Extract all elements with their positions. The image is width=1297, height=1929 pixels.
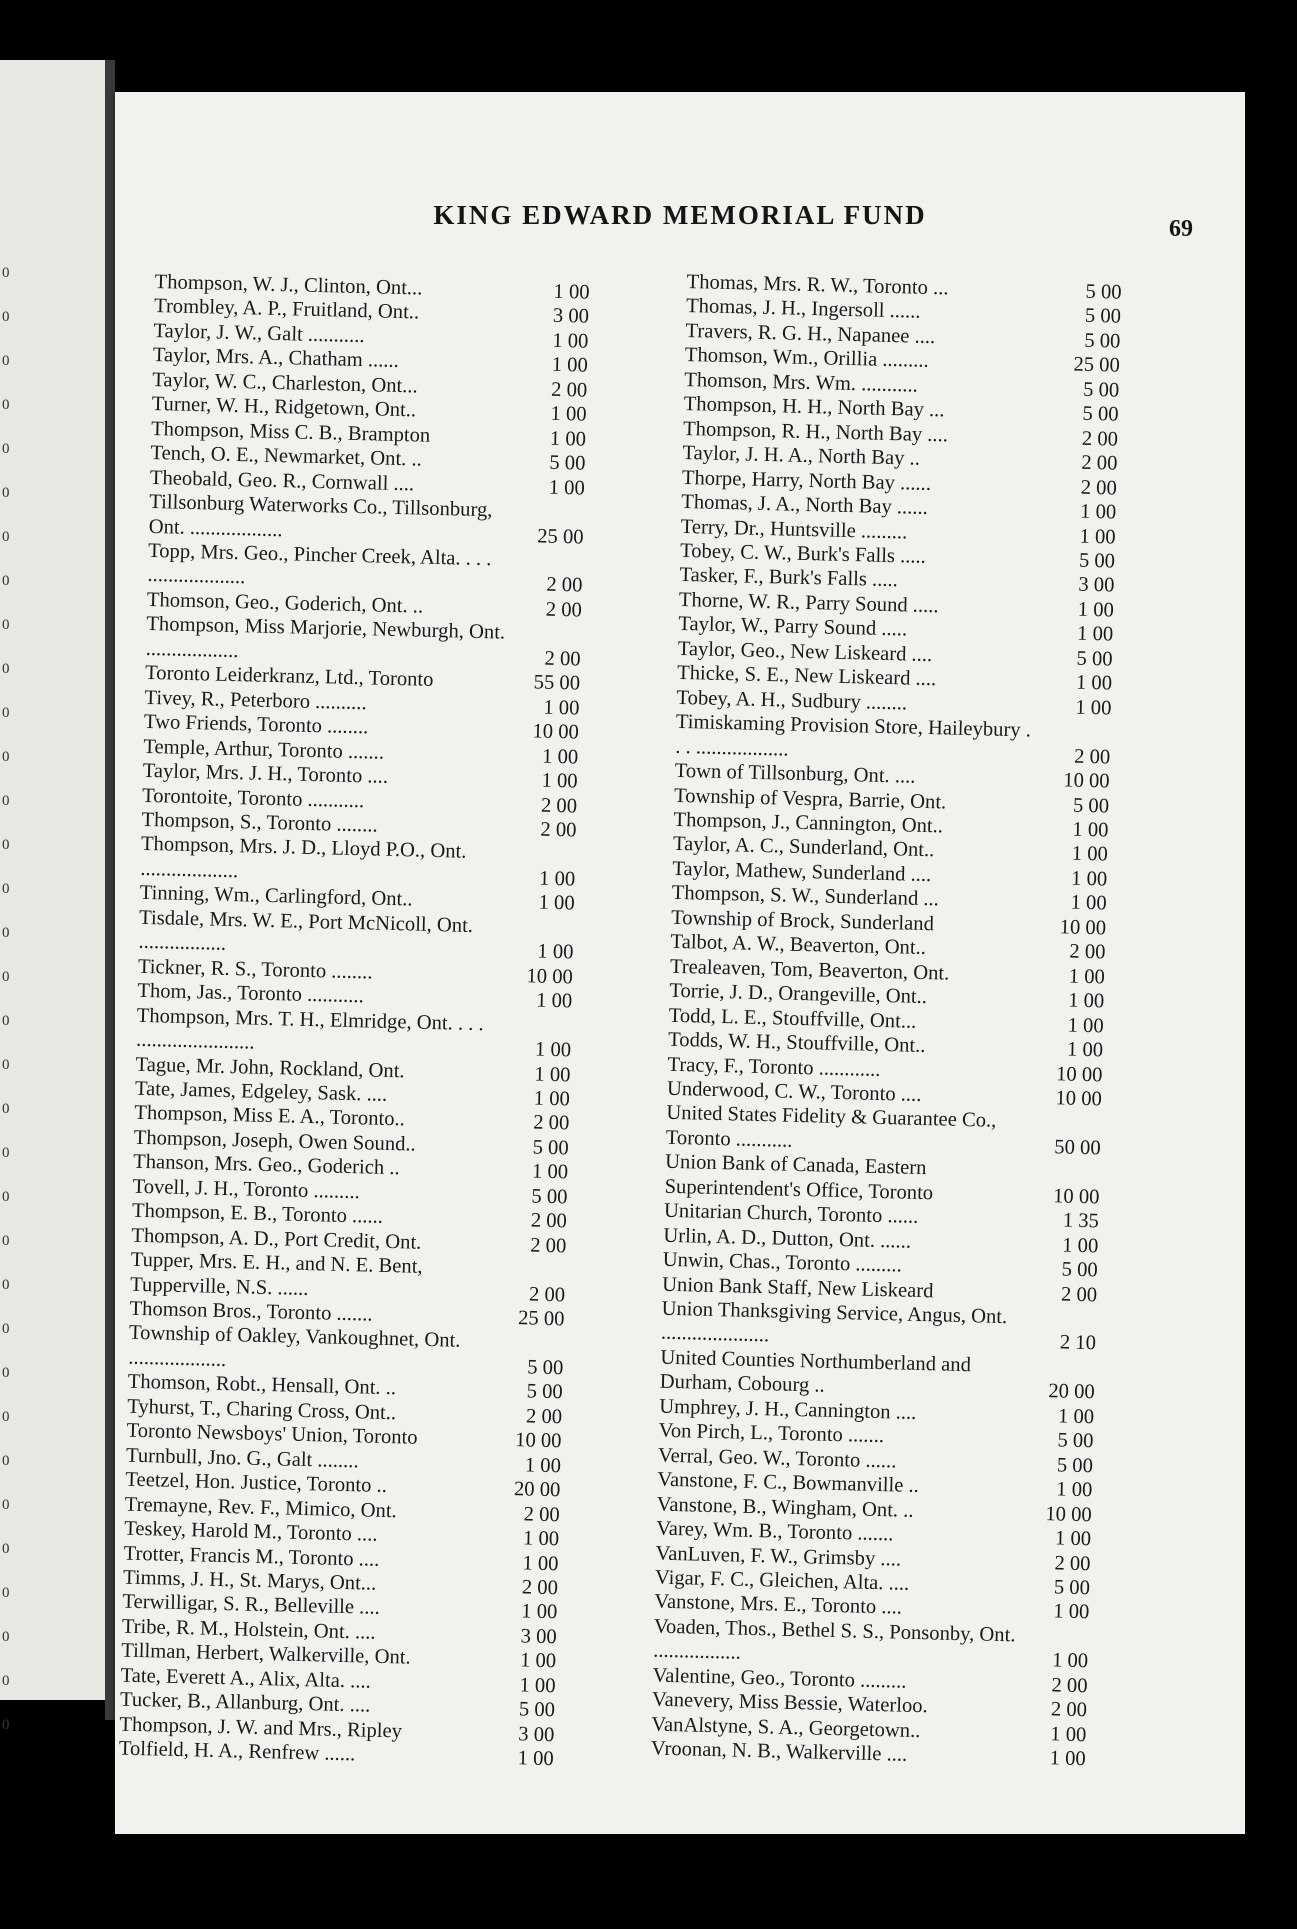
contributor-name: Trealeaven, Tom, Beaverton, Ont. [669,955,950,985]
running-head: KING EDWARD MEMORIAL FUND [433,200,927,230]
contribution-amount: 2 00 [523,1503,560,1526]
margin-digit: 0 [2,1585,10,1601]
contribution-amount: 2 00 [540,818,577,842]
contribution-amount: 1 00 [1068,965,1106,989]
contribution-amount: 1 00 [1057,1405,1095,1429]
contribution-amount: 2 00 [529,1234,567,1258]
contributor-name: Terry, Dr., Huntsville ......... [680,515,908,543]
contribution-amount: 1 00 [552,329,589,353]
contributor-name: Township of Vespra, Barrie, Ont. [673,784,947,814]
contributor-name: Tague, Mr. John, Rockland, Ont. [135,1053,405,1082]
contribution-amount: 25 00 [537,524,584,549]
contributor-name: Taylor, Mrs. A., Chatham ...... [152,344,400,373]
contribution-amount: 1 00 [1055,1478,1093,1502]
contribution-amount: 10 00 [1055,1087,1103,1111]
contributor-name: Thompson, Joseph, Owen Sound.. [133,1126,417,1156]
margin-digit: 0 [2,661,10,677]
contribution-amount: 1 00 [1061,1234,1099,1258]
contribution-amount: 2 00 [544,647,581,671]
contribution-amount: 2 00 [1050,1698,1088,1722]
left-column [119,270,590,1772]
contribution-amount: 1 00 [522,1527,560,1551]
contributor-name: Trotter, Francis M., Toronto .... [123,1542,380,1571]
contribution-amount: 1 00 [524,1454,562,1478]
contribution-amount: 2 00 [1081,427,1119,451]
contribution-amount: 1 00 [1071,843,1109,866]
contributor-name: Unwin, Chas., Toronto ......... [662,1248,903,1277]
contribution-amount: 2 00 [545,598,583,622]
margin-digit: 0 [2,1497,10,1513]
contribution-amount: 1 00 [550,402,587,426]
contributor-name: Underwood, C. W., Toronto .... [666,1077,922,1106]
contribution-amount: 1 00 [1079,525,1116,549]
contribution-amount: 1 00 [1075,696,1112,720]
contribution-amount: 10 00 [514,1429,562,1453]
contributor-name: Thompson, S., Toronto ........ [141,808,378,837]
margin-digit: 0 [2,1013,10,1029]
contribution-amount: 3 00 [518,1723,555,1746]
margin-digit: 0 [2,1101,10,1117]
contributor-name: Tobey, A. H., Sudbury ........ [676,686,908,715]
contribution-amount: 10 00 [526,964,574,989]
margin-digit: 0 [2,881,10,897]
contributor-name: Thompson, S. W., Sunderland ... [671,882,940,911]
facing-page-edge [0,60,105,1733]
contribution-amount: 1 00 [535,989,573,1013]
contribution-amount: 1 00 [1076,622,1114,646]
contributor-name: Thompson, Miss C. B., Brampton [150,417,431,447]
contributor-name: Thompson, Miss E. A., Toronto.. [134,1102,406,1131]
margin-digit: 0 [2,1453,10,1469]
contributor-name: Taylor, A. C., Sunderland, Ont.. [672,833,935,862]
contributor-name: Thomas, J. A., North Bay ...... [681,491,929,520]
contributor-name: Taylor, Mathew, Sunderland .... [672,857,932,887]
contribution-amount: 1 00 [548,476,586,500]
contribution-amount: 1 00 [1049,1747,1086,1771]
contribution-amount: 5 00 [1078,549,1116,573]
contribution-amount: 1 00 [1051,1649,1089,1673]
contribution-amount: 1 00 [534,1038,572,1062]
contribution-amount: 50 00 [1054,1136,1101,1160]
contribution-amount: 5 00 [549,451,586,475]
contribution-amount: 2 00 [1080,476,1118,500]
contribution-amount: 1 00 [522,1551,559,1575]
contribution-amount: 25 00 [517,1307,565,1331]
contribution-amount: 1 00 [1075,671,1113,695]
contributor-name: Toronto Newsboys' Union, Toronto [126,1419,418,1450]
contributor-name: Temple, Arthur, Toronto ....... [143,735,385,764]
contribution-amount: 5 00 [1076,647,1113,671]
contributor-name: Urlin, A. D., Dutton, Ont. ...... [663,1224,912,1253]
contributor-name: Torrie, J. D., Orangeville, Ont.. [669,979,928,1009]
contribution-amount: 5 00 [1085,280,1122,304]
contributor-name: Timms, J. H., St. Marys, Ont... [122,1566,377,1595]
margin-digit: 0 [2,397,10,413]
contributor-name: Taylor, Mrs. J. H., Toronto .... [142,759,389,788]
book-page [115,92,1245,1834]
contributor-name: Thom, Jas., Toronto ........... [137,979,365,1008]
contribution-amount: 2 00 [1073,745,1111,769]
contributor-name: Verral, Geo. W., Toronto ...... [657,1444,897,1473]
margin-digit: 0 [2,925,10,941]
contribution-amount: 1 00 [1054,1527,1092,1551]
contributor-name: Tovell, J. H., Toronto ......... [132,1175,361,1204]
contribution-amount: 5 00 [1082,402,1119,426]
contribution-amount: 20 00 [1048,1380,1095,1404]
contribution-amount: 10 00 [1045,1502,1092,1526]
margin-digit: 0 [2,1233,10,1249]
contributor-name: Thompson, H. H., North Bay ... [683,393,945,422]
margin-digit: 0 [2,353,10,369]
margin-digit: 0 [2,309,10,325]
contributor-name: Tivey, R., Peterboro .......... [144,686,367,714]
contributor-name: Thompson, Miss Marjorie, Newburgh, Ont. .................. [145,613,506,662]
contribution-amount: 2 00 [546,574,583,597]
contributor-name: Tisdale, Mrs. W. E., Port McNicoll, Ont. ................. [138,906,474,956]
contribution-amount: 1 00 [549,427,587,451]
contributor-name: Thompson, Mrs. J. D., Lloyd P.O., Ont. ................... [140,833,467,883]
contributor-name: Todds, W. H., Stouffville, Ont.. [667,1028,926,1058]
contributor-name: Valentine, Geo., Toronto ......... [652,1664,907,1693]
contributor-name: Torontoite, Toronto ........... [141,784,365,812]
contribution-amount: 2 00 [530,1209,568,1233]
contribution-amount: 3 00 [1078,574,1115,597]
contribution-amount: 1 00 [519,1674,556,1698]
page-number: 69 [1169,216,1193,242]
contributor-name: Vanevery, Miss Bessie, Waterloo. [651,1688,928,1718]
contribution-amount: 25 00 [1073,353,1121,377]
contribution-amount: 5 00 [1053,1576,1091,1600]
margin-digit: 0 [2,1365,10,1381]
contributor-name: Vigar, F. C., Gleichen, Alta. .... [654,1566,910,1595]
contributor-name: Timiskaming Provision Store, Haileybury . . . .................. [675,711,1032,761]
contributor-name: Travers, R. G. H., Napanee .... [685,319,936,348]
contributor-name: Tillman, Herbert, Walkerville, Ont. [120,1639,411,1670]
contributor-name: Taylor, W., Parry Sound ..... [678,613,908,641]
contributor-name: Varey, Wm. B., Toronto ....... [655,1517,894,1546]
contributor-name: Tasker, F., Burk's Falls ..... [679,564,899,592]
contributor-name: Taylor, Geo., New Liskeard .... [677,637,933,666]
margin-digit: 0 [2,969,10,985]
contribution-amount: 3 00 [552,305,590,329]
contributor-name: Vanstone, Mrs. E., Toronto .... [654,1591,903,1620]
contributor-name: Tate, James, Edgeley, Sask. .... [134,1077,388,1106]
contributor-name: Union Bank Staff, New Liskeard [661,1273,934,1302]
contributor-name: Tillsonburg Waterworks Co., Tillsonburg, Ont. .................. [148,491,493,541]
contributor-name: Trombley, A. P., Fruitland, Ont.. [153,295,420,324]
contributor-name: Thomson, Geo., Goderich, Ont. .. [146,588,424,618]
contributor-name: Toronto Leiderkranz, Ltd., Toronto [144,662,434,692]
contribution-amount: 5 00 [531,1185,568,1209]
contribution-amount: 1 00 [1077,598,1115,622]
contributor-name: Tupper, Mrs. E. H., and N. E. Bent, Tupperville, N.S. ...... [129,1248,423,1300]
margin-digit: 0 [2,617,10,633]
contributor-name: Thompson, A. D., Port Credit, Ont. [131,1224,422,1254]
contributor-name: Thomson Bros., Toronto ....... [129,1297,373,1326]
contribution-amount: 1 00 [1067,1014,1104,1037]
contribution-amount: 55 00 [533,671,581,695]
contributor-name: Thorpe, Harry, North Bay ...... [681,466,932,495]
contributor-name: Tobey, C. W., Burk's Falls ..... [679,539,927,568]
contribution-amount: 5 00 [1082,378,1120,402]
contribution-amount: 2 00 [550,378,588,402]
margin-digit: 0 [2,1629,10,1645]
contribution-amount: 10 00 [1059,916,1107,940]
contributor-name: Thompson, W. J., Clinton, Ont... [154,270,423,300]
contributor-name: Tracy, F., Toronto ............ [667,1053,881,1081]
contribution-amount: 2 00 [1054,1551,1091,1575]
contribution-amount: 1 00 [538,867,576,891]
margin-digit: 0 [2,485,10,501]
contributor-name: Todd, L. E., Stouffville, Ont... [668,1004,917,1033]
contributor-name: Union Thanksgiving Service, Angus, Ont. ..................... [660,1297,1008,1347]
contributor-name: Thomson, Mrs. Wm. ........... [684,368,919,397]
contributor-name: Vanstone, B., Wingham, Ont. .. [656,1493,914,1522]
margin-digit: 0 [2,441,10,457]
contributor-name: Voaden, Thos., Bethel S. S., Ponsonby, Ont. ................. [652,1615,1016,1665]
contributor-name: United States Fidelity & Guarantee Co., Toronto ........... [665,1102,997,1152]
contributor-name: Teskey, Harold M., Toronto .... [123,1517,378,1546]
contribution-amount: 1 00 [551,354,589,377]
contributor-name: VanLuven, F. W., Grimsby .... [655,1542,902,1571]
contribution-amount: 5 00 [526,1356,564,1380]
contributor-name: Theobald, Geo. R., Cornwall .... [149,466,415,496]
contributor-name: Township of Brock, Sunderland [670,906,935,936]
contributor-name: Township of Oakley, Vankoughnet, Ont. ................... [128,1322,461,1371]
margin-digit: 0 [2,705,10,721]
contribution-amount: 5 00 [1057,1429,1094,1453]
contributor-name: Taylor, W. C., Charleston, Ont... [152,368,418,398]
contribution-amount: 1 00 [553,280,590,304]
contributor-name: Thomas, J. H., Ingersoll ...... [685,295,921,324]
contribution-amount: 3 00 [520,1625,557,1649]
contribution-amount: 1 00 [1079,500,1117,524]
contributor-name: Thicke, S. E., New Liskeard .... [676,662,937,691]
contribution-amount: 1 00 [517,1747,554,1771]
contribution-amount: 5 00 [1056,1454,1094,1478]
contribution-amount: 2 00 [1051,1674,1088,1698]
margin-digit: 0 [2,1321,10,1337]
contribution-amount: 5 00 [526,1380,563,1404]
contributor-name: VanAlstyne, S. A., Georgetown.. [651,1713,921,1742]
contributor-name: Union Bank of Canada, Eastern Superintendent's Office, Toronto [664,1151,934,1205]
right-column [651,270,1122,1772]
margin-digit: 0 [2,529,10,545]
contributor-name: Tribe, R. M., Holstein, Ont. .... [121,1615,376,1644]
contributor-name: Teetzel, Hon. Justice, Toronto .. [125,1468,388,1498]
contribution-amount: 2 00 [521,1576,559,1600]
contribution-amount: 1 00 [537,940,574,964]
contribution-amount: 2 00 [532,1111,570,1135]
contributor-name: Unitarian Church, Toronto ...... [663,1199,919,1229]
contribution-amount: 1 00 [1072,818,1109,842]
contributor-name: Thompson, J. W. and Mrs., Ripley [119,1713,403,1743]
margin-digit: 0 [2,1277,10,1293]
margin-digit: 0 [2,1541,10,1557]
contributor-name: Thanson, Mrs. Geo., Goderich .. [132,1151,400,1180]
contributor-name: Thorne, W. R., Parry Sound ..... [678,588,939,618]
contributor-name: Tyhurst, T., Charing Cross, Ont.. [126,1395,397,1425]
contribution-amount: 1 35 [1062,1209,1100,1233]
contribution-amount: 2 00 [528,1283,566,1306]
contribution-amount: 5 00 [1061,1258,1098,1282]
margin-digit: 0 [2,573,10,589]
margin-digit: 0 [2,1189,10,1205]
margin-digit: 0 [2,1057,10,1073]
contributor-name: Thompson, J., Cannington, Ont.. [673,808,944,838]
contribution-amount: 10 00 [1052,1184,1100,1209]
contribution-amount: 2 00 [525,1405,563,1429]
book-gutter [105,60,115,1720]
contribution-amount: 1 00 [538,891,575,915]
contribution-amount: 2 00 [1069,940,1106,964]
contributor-name: Taylor, J. H. A., North Bay .. [682,442,921,470]
contributor-name: Taylor, J. W., Galt ........... [153,319,365,348]
contribution-amount: 1 00 [1070,867,1108,891]
margin-digit: 0 [2,1145,10,1161]
contribution-amount: 1 00 [1067,989,1105,1013]
margin-digit: 0 [2,837,10,853]
contribution-amount: 1 00 [1066,1038,1104,1062]
contributor-name: Topp, Mrs. Geo., Pincher Creek, Alta. . . . ................... [147,539,492,589]
contribution-amount: 1 00 [531,1160,569,1184]
contribution-amount: 5 00 [1084,329,1121,353]
contributor-name: Umphrey, J. H., Cannington .... [658,1395,917,1424]
margin-digit: 0 [2,1409,10,1425]
contributor-name: Tickner, R. S., Toronto ........ [137,955,373,984]
contributor-name: Tolfield, H. A., Renfrew ...... [118,1737,356,1766]
contributor-name: Tinning, Wm., Carlingford, Ont.. [139,882,413,911]
contributor-name: Town of Tillsonburg, Ont. .... [674,759,916,788]
contribution-amount: 10 00 [1063,769,1110,793]
contributor-name: Two Friends, Toronto ........ [143,711,369,739]
contribution-amount: 2 00 [1081,451,1118,475]
contributor-name: Thompson, E. B., Toronto ...... [131,1199,384,1229]
contribution-amount: 2 00 [1060,1283,1098,1306]
contributor-name: Terwilligar, S. R., Belleville .... [122,1591,381,1620]
contributor-name: Tremayne, Rev. F., Mimico, Ont. [124,1493,398,1522]
contribution-amount: 5 00 [532,1136,569,1160]
contributor-name: Tate, Everett A., Alix, Alta. .... [120,1664,372,1693]
contributor-name: Von Pirch, L., Toronto ....... [658,1419,885,1448]
contribution-amount: 1 00 [543,696,580,720]
contribution-amount: 2 10 [1059,1331,1097,1355]
contributor-name: Turnbull, Jno. G., Galt ........ [125,1444,359,1473]
contribution-amount: 5 00 [518,1698,556,1722]
contributor-name: Thompson, Mrs. T. H., Elmridge, Ont. . . . ....................... [135,1004,484,1054]
contribution-amount: 10 00 [1055,1062,1103,1086]
contribution-amount: 1 00 [541,745,579,769]
contribution-amount: 5 00 [1072,794,1110,817]
contribution-amount: 1 00 [521,1600,558,1624]
contributor-name: Turner, W. H., Ridgetown, Ont.. [151,393,417,422]
contribution-amount: 1 00 [534,1063,571,1086]
contribution-amount: 1 00 [541,769,578,793]
margin-digit: 0 [2,1717,10,1733]
contribution-amount: 1 00 [1070,891,1107,915]
contribution-amount: 1 00 [519,1649,557,1673]
margin-digit: 0 [2,1673,10,1689]
margin-digit: 0 [2,265,10,281]
contribution-amount: 1 00 [533,1087,571,1111]
margin-digit: 0 [2,749,10,765]
contributor-name: United Counties Northumberland and Durham, Cobourg .. [659,1346,972,1398]
contributor-name: Tench, O. E., Newmarket, Ont. .. [150,442,423,471]
contributor-name: Thomson, Robt., Hensall, Ont. .. [127,1371,397,1400]
contribution-amount: 20 00 [513,1478,561,1502]
contributor-name: Vroonan, N. B., Walkerville .... [650,1737,908,1767]
contributor-name: Tucker, B., Allanburg, Ont. .... [119,1688,371,1717]
contributor-name: Vanstone, F. C., Bowmanville .. [657,1468,920,1498]
contributor-name: Thompson, R. H., North Bay .... [682,417,949,447]
contribution-amount: 1 00 [1053,1600,1090,1624]
contributor-name: Talbot, A. W., Beaverton, Ont.. [670,931,927,960]
contribution-amount: 1 00 [1050,1723,1087,1746]
contribution-amount: 10 00 [532,720,580,744]
contribution-amount: 2 00 [540,794,578,817]
contribution-amount: 5 00 [1084,305,1122,329]
contributor-name: Thomson, Wm., Orillia ......... [684,344,929,373]
contributor-name: Thomas, Mrs. R. W., Toronto ... [686,270,949,300]
margin-digit: 0 [2,793,10,809]
